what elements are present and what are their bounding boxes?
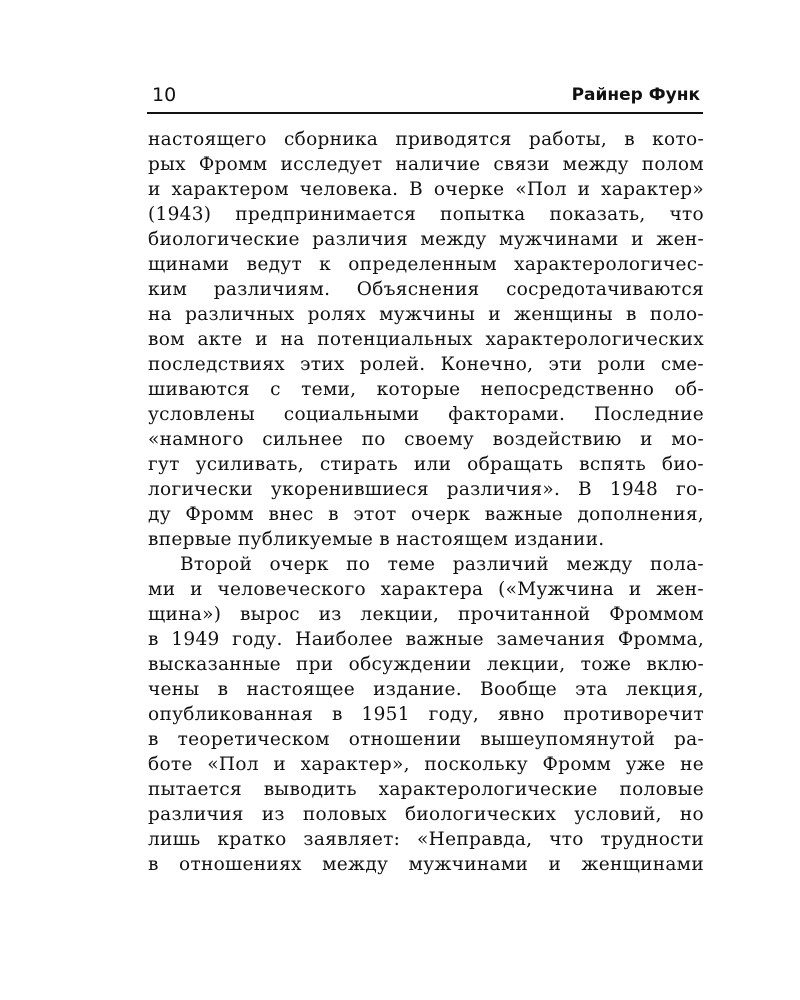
text-line: щинами ведут к определенным характерологичес- — [148, 254, 704, 275]
text-line: шиваются с теми, которые непосредственно об- — [148, 379, 704, 400]
body-text — [148, 127, 704, 877]
text-line: опубликованная в 1951 году, явно противоречит — [148, 704, 704, 725]
page-number: 10 — [152, 84, 177, 106]
text-line: в теоретическом отношении вышеупомянутой ра- — [148, 729, 704, 750]
text-line: логически укоренившиеся различия». В 1948 го- — [148, 479, 704, 500]
text-line: вом акте и на потенциальных характерологических — [148, 329, 704, 350]
text-line: ми и человеческого характера («Мужчина и жен- — [148, 579, 704, 600]
text-line: и характером человека. В очерке «Пол и характер» — [148, 179, 704, 200]
header-rule — [147, 112, 703, 114]
author-name: Райнер Функ — [571, 85, 700, 105]
text-line: различия из половых биологических условий, но — [148, 804, 704, 825]
text-line: «намного сильнее по своему воздействию и мо- — [148, 429, 704, 450]
text-line: в отношениях между мужчинами и женщинами — [148, 854, 704, 875]
text-line: пытается выводить характерологические половые — [148, 779, 704, 800]
text-line: боте «Пол и характер», поскольку Фромм уже не — [148, 754, 704, 775]
text-line-paragraph-start: Второй очерк по теме различий между пола- — [180, 554, 704, 575]
text-line: высказанные при обсуждении лекции, тоже вклю- — [148, 654, 704, 675]
text-line: лишь кратко заявляет: «Неправда, что трудности — [148, 829, 704, 850]
text-line: условлены социальными факторами. Последние — [148, 404, 704, 425]
text-line: ду Фромм внес в этот очерк важные дополнения, — [148, 504, 704, 525]
text-line: гут усиливать, стирать или обращать вспять био- — [148, 454, 704, 475]
text-line: ким различиям. Объяснения сосредотачиваются — [148, 279, 704, 300]
text-line: рых Фромм исследует наличие связи между полом — [148, 154, 704, 175]
text-line: чены в настоящее издание. Вообще эта лекция, — [148, 679, 704, 700]
text-line-paragraph-end: впервые публикуемые в настоящем издании. — [148, 529, 605, 550]
text-line: биологические различия между мужчинами и жен- — [148, 229, 704, 250]
text-line: (1943) предпринимается попытка показать, что — [148, 204, 704, 225]
running-head — [152, 82, 700, 108]
text-line: в 1949 году. Наиболее важные замечания Фромма, — [148, 629, 704, 650]
text-line: щина») вырос из лекции, прочитанной Фроммом — [148, 604, 704, 625]
text-line: на различных ролях мужчины и женщины в поло- — [148, 304, 704, 325]
text-line: настоящего сборника приводятся работы, в кото- — [148, 129, 704, 150]
text-line: последствиях этих ролей. Конечно, эти роли сме- — [148, 354, 704, 375]
